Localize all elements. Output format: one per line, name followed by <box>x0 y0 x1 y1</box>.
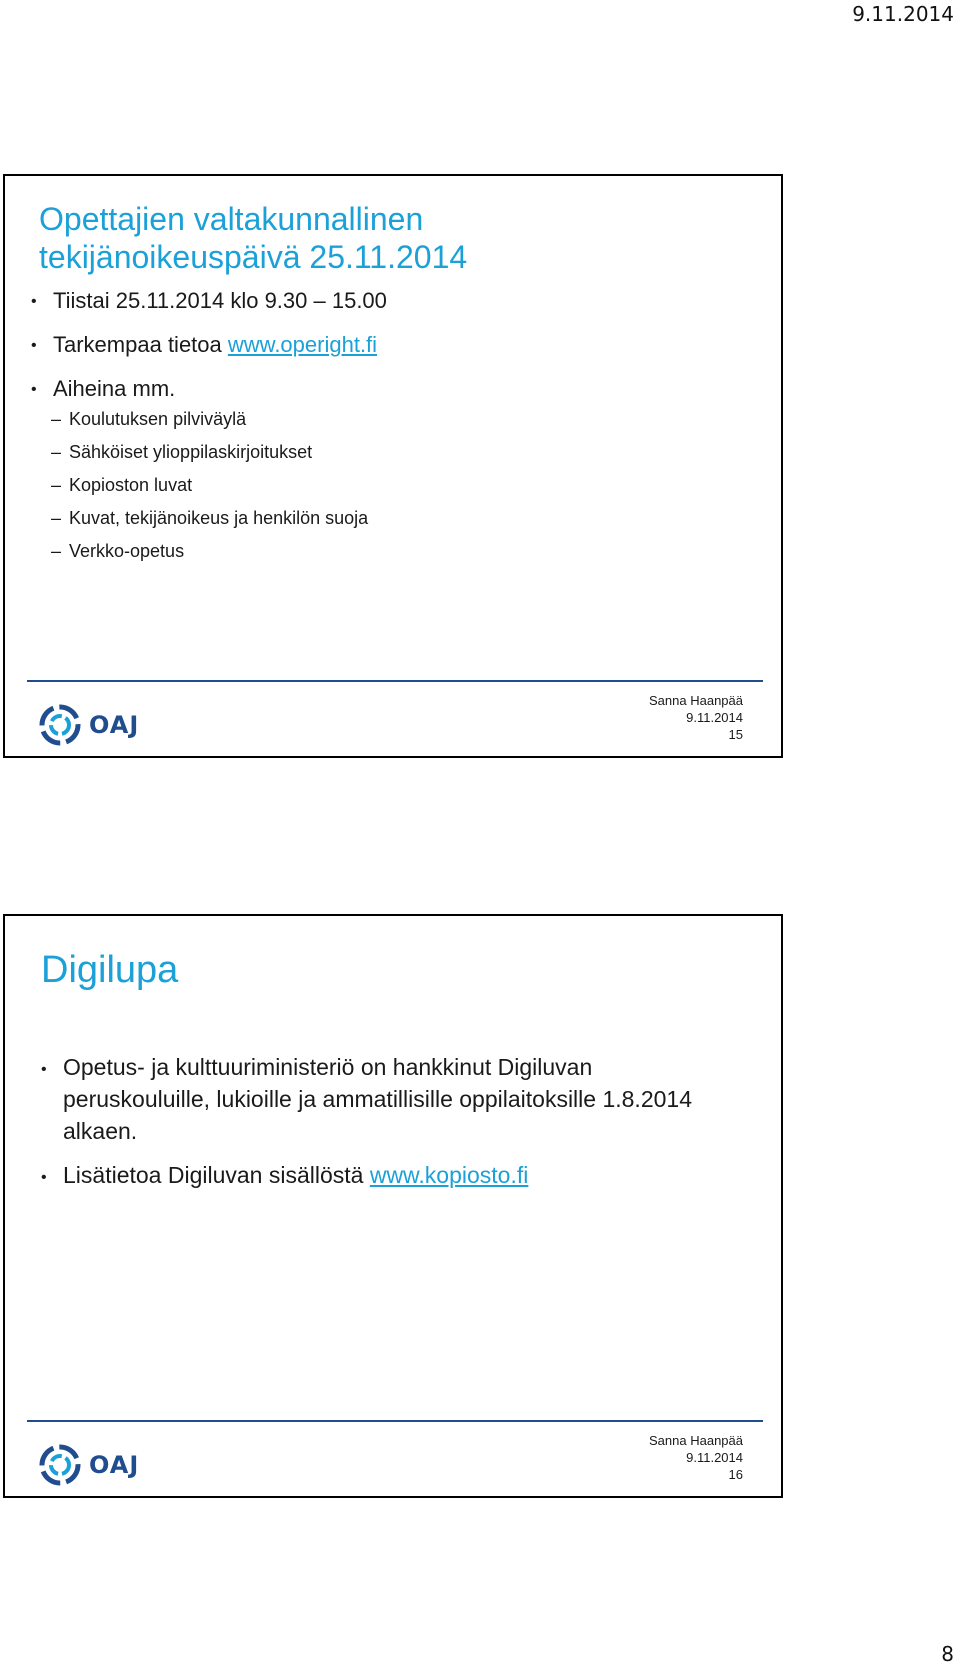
dash-icon: – <box>51 541 62 561</box>
title-line-2: tekijänoikeuspäivä 25.11.2014 <box>39 239 468 275</box>
footer-author: Sanna Haanpää <box>649 693 743 708</box>
bullet-text: Tarkempaa tietoa <box>53 332 228 357</box>
page-number: 8 <box>941 1642 954 1666</box>
sub-list <box>51 408 387 562</box>
bullet-list <box>31 288 387 580</box>
bullet-dot-icon: • <box>41 1169 47 1186</box>
oaj-logo-icon <box>39 704 81 746</box>
slide-title <box>39 200 467 276</box>
footer-date: 9.11.2014 <box>686 710 743 725</box>
slide-15 <box>3 174 783 758</box>
title-line-1: Opettajien valtakunnallinen <box>39 201 424 237</box>
dash-icon: – <box>51 409 62 429</box>
bullet-dot-icon: • <box>41 1061 47 1078</box>
bullet-dot-icon: • <box>31 293 37 310</box>
slide-16 <box>3 914 783 1498</box>
list-item <box>31 376 387 562</box>
list-item <box>31 332 387 358</box>
oaj-logo-text: OAJ <box>89 1451 140 1479</box>
footer-date: 9.11.2014 <box>686 1450 743 1465</box>
footer-divider <box>27 680 763 682</box>
bullet-text: Opetus- ja kulttuuriministeriö on hankkinut Digiluvan peruskouluille, lukioille ja ammatillisille oppilaitoksille 1.8.2014 alkaen. <box>63 1054 692 1144</box>
sub-list-item: – Kopioston luvat <box>51 475 193 495</box>
slide-footer-info <box>649 692 743 743</box>
bullet-text: Aiheina mm. <box>53 376 176 401</box>
footer-divider <box>27 1420 763 1422</box>
page-date: 9.11.2014 <box>852 2 954 26</box>
footer-slide-number: 16 <box>728 1467 743 1482</box>
kopiosto-link[interactable]: www.kopiosto.fi <box>369 1162 529 1188</box>
bullet-text: Tiistai 25.11.2014 klo 9.30 – 15.00 <box>53 288 387 313</box>
list-item <box>31 288 387 314</box>
bullet-dot-icon: • <box>31 337 37 354</box>
list-item <box>41 1051 741 1147</box>
footer-author: Sanna Haanpää <box>649 1433 743 1448</box>
sub-list-item: – Kuvat, tekijänoikeus ja henkilön suoja <box>51 508 369 528</box>
oaj-logo-icon <box>39 1444 81 1486</box>
sub-list-item: – Koulutuksen pilviväylä <box>51 409 247 429</box>
dash-icon: – <box>51 442 62 462</box>
dash-icon: – <box>51 475 62 495</box>
sub-list-item: – Sähköiset ylioppilaskirjoitukset <box>51 442 313 462</box>
oaj-logo <box>39 1444 139 1486</box>
bullet-text: Lisätietoa Digiluvan sisällöstä <box>63 1162 370 1188</box>
bullet-list <box>41 1051 741 1203</box>
bullet-dot-icon: • <box>31 381 37 398</box>
sub-list-item: – Verkko-opetus <box>51 541 185 561</box>
list-item <box>41 1159 741 1191</box>
dash-icon: – <box>51 508 62 528</box>
oaj-logo <box>39 704 139 746</box>
oaj-logo-text: OAJ <box>89 711 140 739</box>
operight-link[interactable]: www.operight.fi <box>227 332 378 357</box>
footer-slide-number: 15 <box>728 727 743 742</box>
slide-footer-info <box>649 1432 743 1483</box>
slide-title: Digilupa <box>41 949 179 991</box>
